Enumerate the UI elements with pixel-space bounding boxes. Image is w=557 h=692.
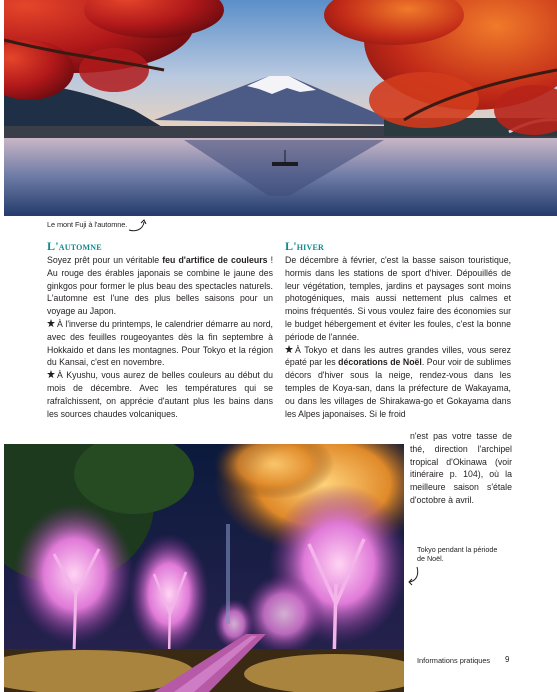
footer-section-title: Informations pratiques <box>417 656 491 665</box>
bottom-photo-caption: Tokyo pendant la période de Noël. <box>417 545 498 563</box>
autumn-paragraph-1: Soyez prêt pour un véritable feu d'artifice de couleurs ! Au rouge des érables japonais se combine le jaune des ginkgos pour former le plus beau des spectacles naturels. L'automne est l'une des plus belles saisons pour un voyage au Japon. <box>47 255 274 317</box>
autumn-paragraph-2: À l'inverse du printemps, le calendrier démarre au nord, avec des feuilles rougeoyantes dès la fin septembre à Hokkaido et dans les montagnes. Pour Tokyo et la région du Kansai, c'est en novembre. <box>47 318 273 368</box>
tokyo-christmas-photo <box>4 444 404 692</box>
winter-paragraph-1: De décembre à février, c'est la basse saison touristique, hormis dans les stations de sport d'hiver. Dépouillés de leur végétation, temples, jardins et paysages sont moins photogéniques, mais aussi nettement plus calmes et moins fréquentés. Si vous voulez faire des économies sur le budget hébergement et éviter les foules, c'est la bonne période de l'année. <box>285 255 511 342</box>
winter-paragraph-2-continued: n'est pas votre tasse de thé, direction l'archipel tropical d'Okinawa (voir itinéraire p. 104), où la meilleure saison s'étale d'octobre à avril. <box>410 431 512 505</box>
autumn-heading: L'automne <box>47 239 102 253</box>
mount-fuji-photo <box>4 0 557 216</box>
winter-section <box>285 239 511 420</box>
page-number: 9 <box>505 655 510 664</box>
autumn-paragraph-3: À Kyushu, vous aurez de belles couleurs au début du mois de décembre. Avec les températures qui se rafraîchissent, on apprécie d'autant plus les bains dans les sources chaudes volcaniques. <box>47 370 273 419</box>
winter-heading: L'hiver <box>285 239 324 253</box>
autumn-section <box>47 239 273 420</box>
winter-paragraph-2: À Tokyo et dans les autres grandes villes, vous serez épaté par les décorations de Noël. Pour voir de sublimes décors d'hiver sous la neige, rendez-vous dans les temples de Koya-san, dans la préfecture de Wakayama, ou dans les villages de Shirakawa-go et Gokayama dans les Alpes japonaises. Si le froid <box>285 344 511 419</box>
curved-arrow-icon <box>127 218 149 234</box>
leaf-bullet-icon <box>285 345 293 354</box>
curved-arrow-icon <box>407 566 421 586</box>
top-photo-caption: Le mont Fuji à l'automne. <box>47 220 128 229</box>
leaf-bullet-icon <box>47 319 55 328</box>
leaf-bullet-icon <box>47 370 55 379</box>
